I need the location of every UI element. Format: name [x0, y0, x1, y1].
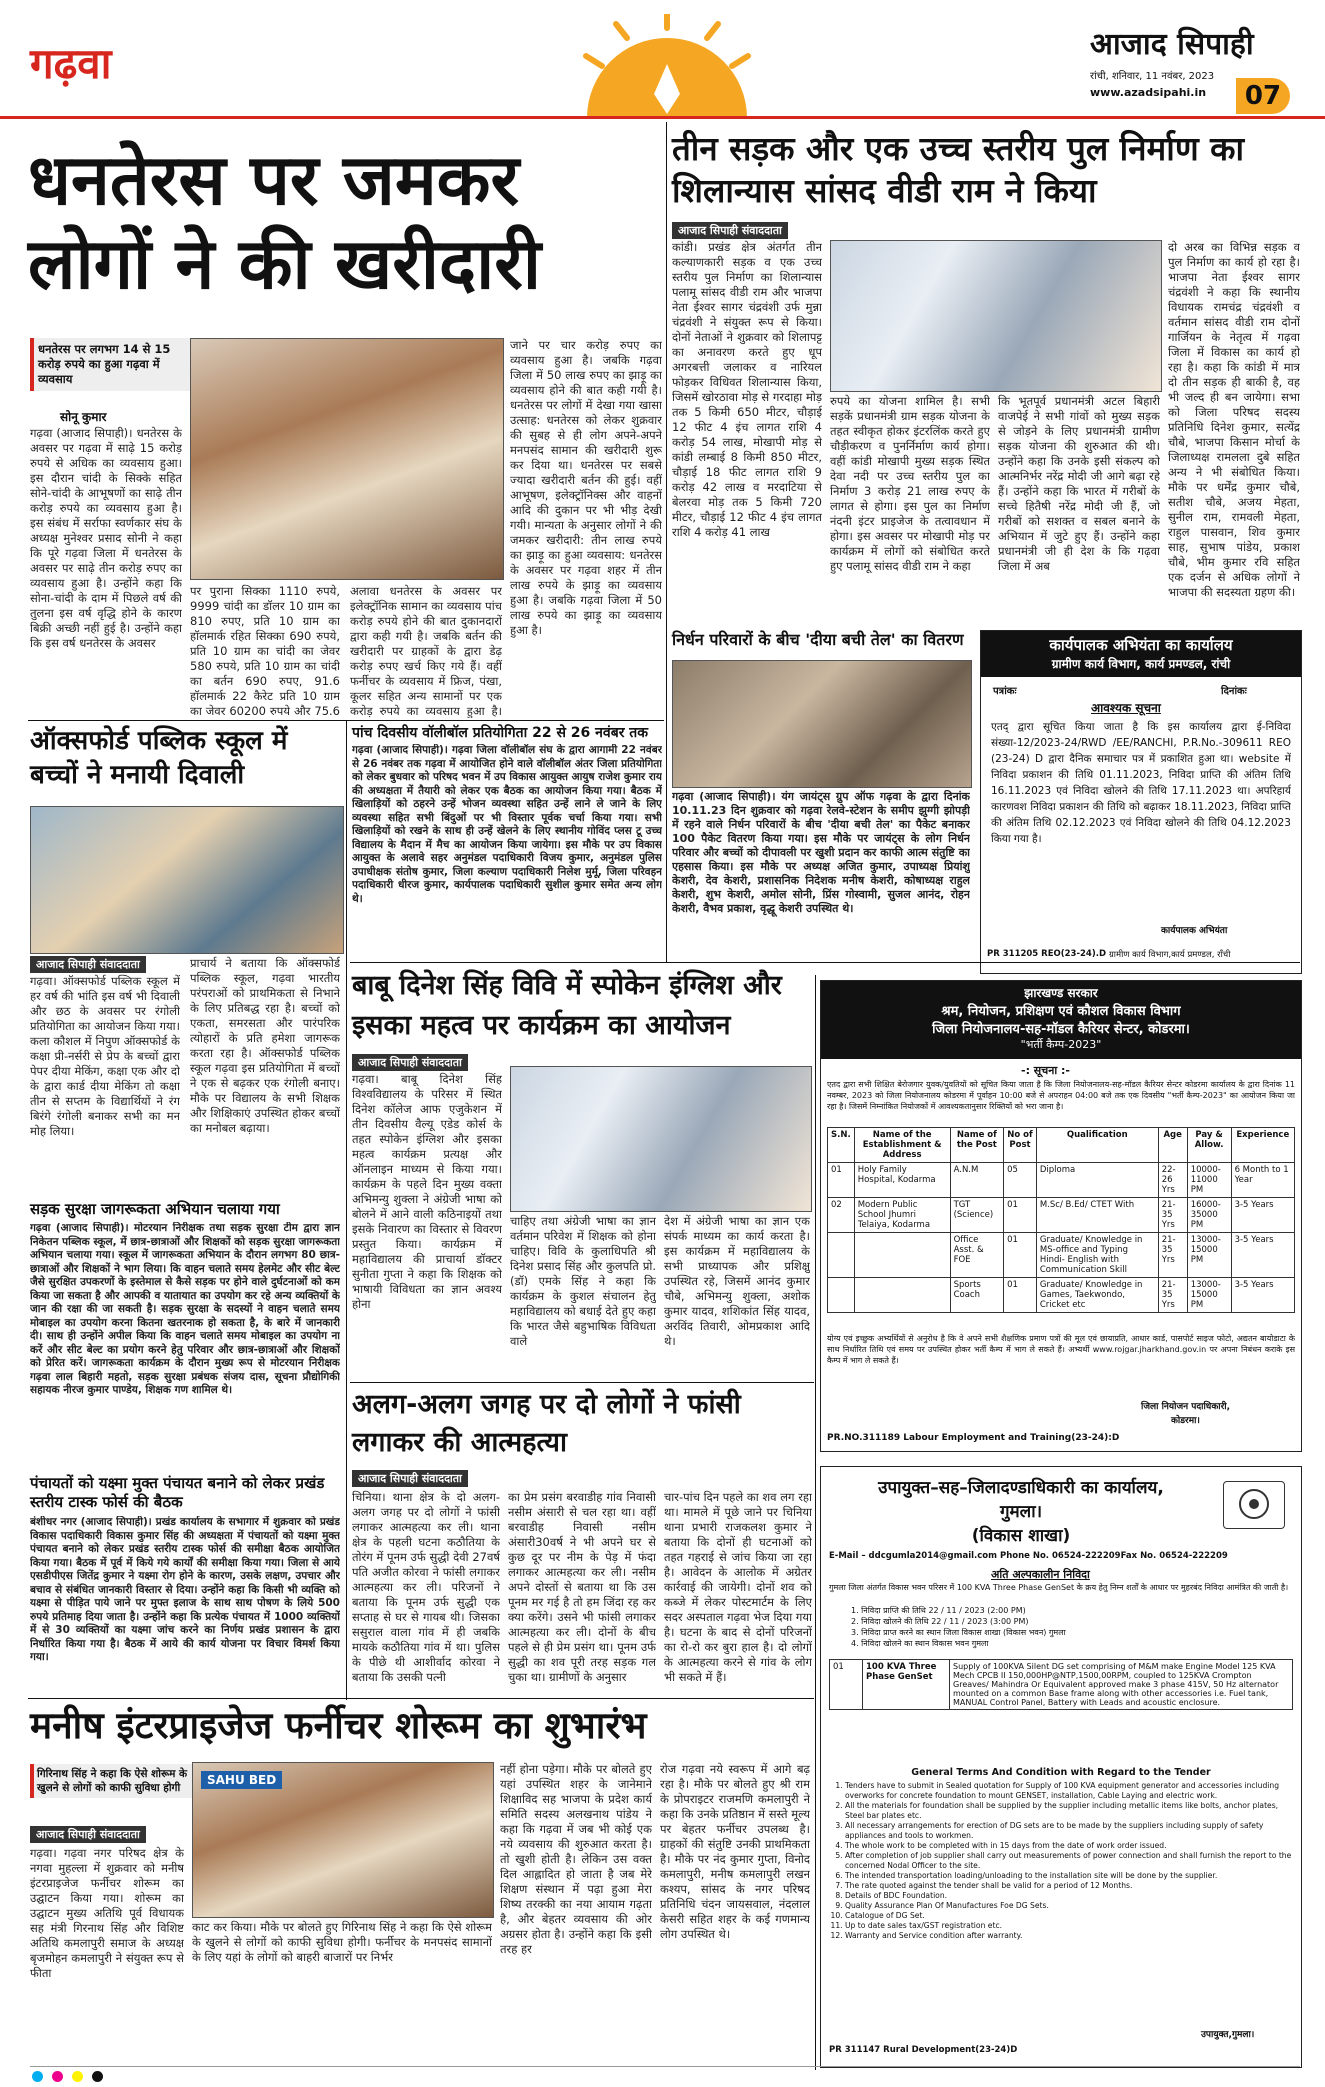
table-cell: Graduate/ Knowledge in Games, Taekwondo, Cricket etc	[1036, 1278, 1158, 1313]
story9-col2: का प्रेम प्रसंग बरवाडीह गांव निवासी नसीम अंसारी से चल रहा था। वहीं बरवाडीह निवासी नसीम अंसारी30वर्ष ने भी अपने घर से कुछ दूर पर नीम के पेड़ में फंदा लगाकर आत्महत्या कर ली। नसीम अपने दोस्तों से बताया था कि उस पूनम मर गई है तो हम जिंदा रह कर क्या करेंगे। उसने भी फांसी लगाकर आत्महत्या कर ली। दोनों के बीच पहले से ही प्रेम प्रसंग था। पूनम उर्फ सुद्धी का शव पूरी तरह सड़क गल चुका था। ग्रामीणों के अनुसार	[508, 1490, 656, 1684]
story3-headline: निर्धन परिवारों के बीच 'दीया बची तेल' का वितरण	[672, 630, 964, 649]
ad2-govt: झारखण्ड सरकार	[1024, 986, 1098, 1000]
rule-right-vertical	[815, 975, 816, 2070]
story2-col2: रुपये का योजना शामिल है। सभी सड़कें प्रधानमंत्री ग्राम सड़क योजना के तहत स्वीकृत होकर इंटरलिंक करते हुए चौड़ीकरण व पुनर्निर्माण कार्य होगा। वहीं कांडी मोखापी मुख्य सड़क स्थित देवा नदी पर उच्च स्तरीय पुल का निर्माण 3 करोड़ 21 लाख रुपए के लागत से होगा। इस पुल का निर्माण नंदनी इंटर प्राइजेज के तत्वावधान में होगा। इस अवसर पर मोखापी मोड़ पर कार्यक्रम में लोगों को संबोधित करते हुए पलामू सांसद वीडी राम ने कहा	[830, 394, 990, 573]
story3-text: गढ़वा (आजाद सिपाही)। यंग जायंट्स ग्रुप ऑफ गढ़वा के द्वारा दिनांक 10.11.23 दिन शुक्रवार को गढ़वा रेलवे-स्टेशन के समीप झुग्गी झोपड़ी में रहने वाले निर्धन परिवारों के बीच 'दीया बची तेल' का पैकेट बनाकर 100 पैकेट वितरण किया गया। इस मौके पर जायंट्स के लोग निर्धन परिवार और बच्चों को दीपावली पर खुशी प्रदान कर काफी आत्म संतुष्टि का एहसास किया। इस मौके पर अध्यक्ष अजित कुमार, उपाध्यक्ष प्रियांशु केशरी, देव केशरी, प्रशासनिक निदेशक मनीष केशरी, कोषाध्यक्ष राहुल केशरी, शुभ केशरी, अमोल सोनी, प्रिंस गोस्वामी, सुजल आनंद, रोहन केशरी, वैभव प्रकाश, वृद्धू केशरी उपस्थित थे।	[672, 790, 970, 915]
ad3-intro: गुमला जिला अंतर्गत विकास भवन परिसर में 100 KVA Three Phase GenSet के क्रय हेतु निम्न शर्तों के आधार पर मुहरबंद निविदा आमंत्रित की जाती है।	[829, 1583, 1289, 1592]
ad2-table-header: Experience	[1231, 1128, 1294, 1163]
ad2-table	[827, 1127, 1295, 1313]
ad1-patrank: पत्रांकः	[993, 686, 1017, 697]
table-cell: TGT (Science)	[950, 1198, 1004, 1233]
table-cell: 6 Month to 1 Year	[1231, 1163, 1294, 1198]
sun-logo	[572, 14, 762, 118]
reg-dot-black	[92, 2071, 103, 2082]
ad3-contact: E-Mail – ddcgumla2014@gmail.com Phone No. 06524-222209Fax No. 06524-222209	[829, 1551, 1228, 1561]
table-cell	[828, 1233, 855, 1278]
story2-col4: दो अरब का विभिन्न सड़क व पुल निर्माण का कार्य हो रहा है। भाजपा नेता ईश्वर सागर चंद्रवंशी ने कहा कि स्थानीय विधायक रामचंद्र चंद्रवंशी व वर्तमान सांसद वीडी राम दोनों गार्जियन के नेतृत्व में गढ़वा जिला में विकास का कार्य हो रहा है। कहा कि कांडी में मात्र दो तीन सड़क ही बाकी है, वह भी जल्द ही बन जायेगा। सभा को जिला परिषद सदस्य प्रतिनिधि दिनेश कुमार, सत्येंद्र चौबे, भाजपा किसान मोर्चा के जिलाध्यक्ष रामलला दुबे सहित अन्य ने भी संबोधित किया। मौके पर धर्मेंद्र कुमार चौबे, सतीश चौबे, अजय मेहता, सुनील राम, रामवली मेहता, राहुल पासवान, शिव कुमार साह, सुभाष पांडेय, प्रकाश चौबे, भीम कुमार रवि सहित एक दर्जन से अधिक लोगों ने भाजपा की सदस्यता ग्रहण की।	[1168, 240, 1300, 599]
ad2-intro: एतद द्वारा सभी शिक्षित बेरोजगार युवक/युवतियों को सूचित किया जाता है कि जिला नियोजनालय-सह-मॉडल कैरियर सेन्टर कोडरमा कार्यालय के द्वारा दिनांक 11 नवम्बर, 2023 को जिला नियोजनालय कोडरमा में पूर्वाहन 10:00 बजे से अपराहन 04:00 बजे तक एक दिवसीय "भर्ती कैम्प-2023" का आयोजन किया जा रहा है। जिसमें निम्नांकित नियोजकों में आवश्यकतानुसार रिक्तियों को भरा जाना है।	[827, 1080, 1295, 1111]
table-row	[828, 1233, 1295, 1278]
table-cell: 22-26 Yrs	[1158, 1163, 1187, 1198]
rule-h1	[28, 720, 664, 721]
ad2-table-header: Name of the Post	[950, 1128, 1004, 1163]
table-cell: 01	[1004, 1278, 1037, 1313]
ad2-table-header: Pay & Allow.	[1187, 1128, 1231, 1163]
ad2-footer: योग्य एवं इच्छुक अभ्यर्थियों से अनुरोध है कि वे अपने सभी शैक्षणिक प्रमाण पत्रों की मूल एवं छायाप्रति, आधार कार्ड, पासपोर्ट साइज फोटो, अद्यतन बायोडाटा के साथ निर्धारित तिथि एवं समय पर उपस्थित होकर भर्ती कैम्प में भाग ले सकते हैं। अभ्यर्थी www.rojgar.jharkhand.gov.in पर अपना निबंधन कराके इस कैम्प में भाग ले सकते हैं।	[827, 1334, 1295, 1365]
ad3-date-row: 4. निविदा खोलने का स्थान विकास भवन गुमला	[851, 1639, 989, 1648]
story4-col2: प्राचार्य ने बताया कि ऑक्सफोर्ड पब्लिक स्कूल, गढ़वा भारतीय परंपराओं को प्राथमिकता से निभाने के लिए प्रतिबद्ध रहा है। बच्चों को एकता, समरसता और पारंपरिक त्योहारों के प्रति हमेशा जागरूक करता रहा है। ऑक्सफोर्ड पब्लिक स्कूल गढ़वा इस प्रतियोगिता में बच्चों ने एक से बढ़कर एक रंगोली बनाए। मौके पर विद्यालय के सभी शिक्षक और शिक्षिकाएं उपस्थित होकर बच्चों का मनोबल बढ़ाया।	[190, 956, 340, 1135]
ad3-tender	[820, 1466, 1302, 2068]
story4-col1: गढ़वा। ऑक्सफोर्ड पब्लिक स्कूल में हर वर्ष की भांति इस वर्ष भी दिवाली और छठ के अवसर पर रंगोली प्रतियोगिता का आयोजन किया गया। कला कौशल में निपुण ऑक्सफोर्ड के कक्षा प्री-नर्सरी से प्रेप के बच्चों द्वारा पेपर दीया मेकिंग, कक्षा एक और दो के द्वारा कार्ड दीया मेकिंग तो कक्षा तीन से सप्तम के विद्यार्थियों ने रंग बिरंगे रंगोली बनाकर सभी का मन मोह लिया।	[30, 974, 180, 1138]
ad3-place: गुमला।	[999, 1502, 1043, 1522]
table-cell: 01	[1004, 1198, 1037, 1233]
rule-h4	[350, 1382, 814, 1383]
table-cell: 05	[1004, 1163, 1037, 1198]
page-number	[1236, 78, 1290, 114]
ad3-dates	[851, 1605, 1271, 1649]
ad2-signer-place: कोडरमा।	[1171, 1416, 1200, 1426]
story9-col3: चार-पांच दिन पहले का शव लग रहा था। मामले में पूछे जाने पर चिनिया थाना प्रभारी राजकलश कुमार ने बताया कि दोनों ही घटनाओं को तहत गहराई से जांच किया जा रहा है। आवेदन के आलोक में अग्रेतर कार्रवाई की जायेगी। दोनों शव को कब्जे में लेकर पोस्टमार्टम के लिए सदर अस्पताल गढ़वा भेज दिया गया है। घटना के बाद से दोनों परिजनों का रो-रो कर बुरा हाल है। दो लोगों के आत्महत्या करने से गांव के लोग भी सकते में हैं।	[664, 1490, 812, 1684]
story9-byline: आजाद सिपाही संवाददाता	[352, 1470, 468, 1487]
story2-byline: आजाद सिपाही संवाददाता	[672, 222, 788, 239]
ad3-term-item: 5. After completion of job supplier shall carry out measurements of power connection and shall furnish the report to the concerned Nodal Officer to the site.	[845, 1851, 1295, 1871]
ad1-signer-office: ग्रामीण कार्य विभाग,कार्य प्रमण्डल, राँची	[1109, 950, 1231, 960]
ad1-dinank: दिनांकः	[1221, 686, 1247, 697]
story1-col3: अलावा धनतेरस के अवसर पर इलेक्ट्रॉनिक सामान का व्यवसाय पांच करोड़ रुपये होने की बात दुकानदारों द्वारा कही गयी है। जबकि बर्तन की खरीदारी पर ग्राहकों के द्वारा डेढ़ करोड़ रुपए खर्च किए गये हैं। वहीं फर्नीचर के व्यवसाय में फ्रिज, पंखा, कूलर सहित अन्य सामानों पर एक करोड़ रुपये का व्यवसाय हुआ है।	[350, 584, 502, 718]
masthead	[0, 0, 1325, 118]
story10-col4: रोज गढ़वा नये स्वरूप में आगे बढ़ रहा है। मौके पर बोलते हुए श्री राम के प्रोपराइटर राजमणि कमलापुरी ने कहा कि उनके प्रतिष्ठान में सस्ते मूल्य पर बेहतर फर्नीचर उपलब्ध है। ग्राहकों की संतुष्टि उनकी प्राथमिकता है। मौके पर नंद कुमार गुप्ता, विनोद कमलापुरी, मनीष कमलापुरी लखन कश्यप, सांसद के नगर परिषद प्रतिनिधि चंदन जायसवाल, नंदलाल केसरी सहित शहर के कई गणमान्य लोग उपस्थित थे।	[660, 1762, 810, 1941]
table-cell: 21-35 Yrs	[1158, 1278, 1187, 1313]
table-cell: A.N.M	[950, 1163, 1004, 1198]
rule-mid-vertical	[666, 122, 667, 962]
ad3-term-item: 7. The rate quoted against the tender shall be valid for a period of 12 Months.	[845, 1881, 1295, 1891]
table-cell: M.Sc/ B.Ed/ CTET With	[1036, 1198, 1158, 1233]
ad3-item-no: 01	[830, 1660, 863, 1710]
ad2-camp: "भर्ती कैम्प-2023"	[1020, 1038, 1102, 1051]
table-row	[828, 1163, 1295, 1198]
ad2-dept: श्रम, नियोजन, प्रशिक्षण एवं कौशल विकास विभाग	[941, 1004, 1181, 1019]
ad3-branch: (विकास शाखा)	[971, 1526, 1071, 1546]
reg-dot-yellow	[72, 2071, 83, 2082]
story2-col3: कि भूतपूर्व प्रधानमंत्री अटल बिहारी वाजपेई ने सभी गांवों को मुख्य सड़क से जोड़ने के लिए प्रधानमंत्री ग्रामीण सड़क योजना की शुरुआत की थी। उन्होंने कहा कि उनके इसी संकल्प को आत्मनिर्भर नरेंद्र मोदी जी आगे बढ़ा रहे हैं। उन्होंने कहा कि भारत में गरीबों के सच्चे हितैषी नरेंद्र मोदी जी हैं, जो गरीबों को सशक्त व सबल बनाने के अभियान में जुटे हुए हैं। उन्होंने कहा प्रधानमंत्री जी ही देश के कि गढ़वा जिला में अब	[998, 394, 1160, 573]
ad1-signer: कार्यपालक अभियंता	[1161, 926, 1228, 936]
story9-col1: चिनिया। थाना क्षेत्र के दो अलग-अलग जगह पर दो लोगों ने फांसी लगाकर आत्महत्या कर ली। थाना क्षेत्र के पहली घटना कठौतिया के तोरंग में पूनम उर्फ सुद्धी देवी 27वर्ष पति अजीत कोरवा ने फांसी लगाकर आत्महत्या कर ली। परिजनों ने बताया कि पूनम उर्फ सुद्धी एक सप्ताह से घर से गायब थी। जिसका ससुराल वाला गांव में ही जबकि मायके कठौतिया गांव में था। पुलिस के पीछे थी आशीर्वाद कोरवा ने बताया कि उसकी पत्नी	[352, 1490, 500, 1684]
story4-photo	[30, 806, 344, 954]
table-cell: 01	[1004, 1233, 1037, 1278]
ad2-signer: जिला नियोजन पदाधिकारी,	[1141, 1402, 1231, 1412]
ad1-tender-notice	[980, 630, 1302, 974]
reg-dot-magenta	[52, 2071, 63, 2082]
story5-text: गढ़वा (आजाद सिपाही)। गढ़वा जिला वॉलीबॉल संघ के द्वारा आगामी 22 नवंबर से 26 नवंबर तक गढ़वा में आयोजित होने वाले वॉलीबॉल अंतर जिला प्रतियोगिता को लेकर बुधवार को परिषद भवन में उप विकास आयुक्त आयुष राजेश कुमार राय की अध्यक्षता में तैयारी को लेकर एक बैठक का आयोजन किया गया। बैठक में खिलाड़ियों को ठहरने उन्हें भोजन व्यवस्था सहित उन्हें लाने ले जाने के लिए व्यवस्था सहित सभी बिंदुओं पर भी विस्तार पूर्वक चर्चा किया गया। सभी खिलाड़ियों को रखने के साथ ही उन्हें खेलने के लिए स्थानीय गोविंद प्लस टू उच्च विद्यालय के मैदान में मैच का आयोजन किया जायेगा। इस मौके पर उप विकास आयुक्त के अलावे सहर अनुमंडल पदाधिकारी विजय कुमार, अनुमंडल पुलिस उपाधीक्षक संतोष कुमार, जिला कल्याण पदाधिकारी निलेश मुर्मू, जिला परिवहन पदाधिकारी धीरज कुमार, कार्यपालक पदाधिकारी सुशील कुमार समेत अन्य लोग थे।	[352, 744, 662, 905]
ad2-table-header: Age	[1158, 1128, 1187, 1163]
story1-col2: पर पुराना सिक्का 1110 रुपये, 9999 चांदी का डॉलर 10 ग्राम का 810 रुपए, प्रति 10 ग्राम का हॉलमार्क रहित सिक्का 690 रुपये, प्रति 10 ग्राम का चांदी का जेवर 580 रुपये, प्रति 10 ग्राम का चांदी का बर्तन 690 रुपए, 91.6 हॉलमार्क 22 कैरेट प्रति 10 ग्राम का जेवर 60200 रुपये और 75.6	[190, 584, 340, 718]
ad3-date-row: 3. निविदा प्राप्त करने का स्थान जिला विकास शाखा (विकास भवन) गुमला	[851, 1628, 1066, 1637]
table-cell: 3-5 Years	[1231, 1278, 1294, 1313]
story10-headline: मनीष इंटरप्राइजेज फर्नीचर शोरूम का शुभारंभ	[30, 1704, 647, 1747]
story4-headline: ऑक्सफोर्ड पब्लिक स्कूल में बच्चों ने मनायी दिवाली	[30, 726, 288, 790]
story6-col3: देश में अंग्रेजी भाषा का ज्ञान एक संपर्क माध्यम का कार्य करता है। इस कार्यक्रम में महाविद्यालय के सभी प्राध्यापक और प्रशिक्षु उपस्थित रहे, जिसमें आनंद कुमार चौबे, अभिमन्यु शुक्ला, अशोक कुमार यादव, शशिकांत सिंह यादव, अरविंद तिवारी, ओमप्रकाश आदि थे।	[664, 1214, 810, 1348]
ad1-pr: PR 311205 REO(23-24).D	[987, 949, 1106, 959]
ad2-table-header: S.N.	[828, 1128, 855, 1163]
table-cell: 16000-35000 PM	[1187, 1198, 1231, 1233]
ad3-term-item: 12. Warranty and Service condition after warranty.	[845, 1931, 1295, 1941]
ad2-table-header: No of Post	[1004, 1128, 1037, 1163]
ad3-terms-title: General Terms And Condition with Regard to the Tender	[911, 1767, 1211, 1778]
story7-text: गढ़वा (आजाद सिपाही)। मोटरयान निरीक्षक तथा सड़क सुरक्षा टीम द्वारा ज्ञान निकेतन पब्लिक स्कूल, में छात्र-छात्राओं और शिक्षकों को सड़क सुरक्षा जागरूकता अभियान चलाया गया। स्कूल में जागरूकता अभियान के दौरान लगभग 80 छात्र-छात्राओं और शिक्षकों ने भाग लिया। कि वाहन चलाते समय हेलमेट और सीट बेल्ट जैसे सुरक्षित उपकरणों के इस्तेमाल से कैसे सड़क पर होने वाले दुर्घटनाओं को कम किया जा सकता है और आपकी व यातायात का उपयोग कर रहे अन्य व्यक्तियों के जान की रक्षा की जा सकती है। सड़क सुरक्षा के सदस्यों ने वाहन चलाते समय मोबाइल का उपयोग करना कितना खतरनाक हो सकता है, के बारे में जानकारी दी। साथ ही उन्होंने अपील किया कि वाहन चलाते समय मोबाइल का उपयोग ना करें और सीट बेल्ट का प्रयोग करने हेतु परिवार और छात्र-छात्राओं और शिक्षकों को प्रेरित करें। जागरूकता कार्यक्रम के दौरान मुख्य रूप से मोटरयान निरीक्षक गढ़वा लाल बिहारी महतो, सड़क सुरक्षा प्रबंधक संजय दास, सूचना प्रौद्योगिकी सहायक नीरज कुमार पाण्डेय, शिक्षक गण शामिल थे।	[30, 1222, 340, 1396]
story6-headline: बाबू दिनेश सिंह विवि में स्पोकेन इंग्लिश और इसका महत्व पर कार्यक्रम का आयोजन	[352, 970, 782, 1041]
rule-h2	[28, 1698, 814, 1699]
ad3-date-row: 1. निविदा प्राप्ति की तिथि 22 / 11 / 2023 (2:00 PM)	[851, 1606, 1026, 1615]
story10-col3: नहीं होना पड़ेगा। मौके पर बोलते हुए यहां उपस्थित शहर के जानेमाने शिक्षाविद सह भाजपा के प्रदेश कार्य समिति सदस्य अलखनाथ पांडेय ने कहा कि गढ़वा में जब भी कोई एक नये व्यवसाय की शुरुआत करता है। तो खुशी होती है। लेकिन उस वक्त दिल आह्लादित हो जाता है जब मेरे शिक्षण संस्थान में पढ़ा हुआ मेरा शिष्य तरक्की का नया आयाम गढ़ता है, और बेहतर व्यवसाय की ओर अग्रसर होता है। उन्होंने कहा कि इसी तरह हर	[500, 1762, 652, 1956]
ad1-body: एतद् द्वारा सूचित किया जाता है कि इस कार्यालय द्वारा ई-निविदा संख्या-12/2023-24/RWD /EE/RANCHI, P.R.No.-309611 REO (23-24) D द्वारा दैनिक समाचार पत्र में प्रकाशित हुआ था। website में निविदा प्रकाशन की तिथि 01.11.2023, निविदा प्राप्ति की अंतिम तिथि 16.11.2023 एवं निविदा खोलने की तिथि 17.11.2023 था। अपरिहार्य कारणवश निविदा प्रकाशन की तिथि को बढ़ाकर 18.11.2023, निविदा प्राप्ति की अंतिम तिथि 02.12.2023 एवं निविदा खोलने की तिथि 04.12.2023 किया गया है।	[991, 721, 1291, 845]
ad3-office: उपायुक्त–सह–जिलादण्डाधिकारी का कार्यालय,	[878, 1478, 1164, 1498]
footer-color-bar	[30, 2066, 1300, 2081]
table-cell: Modern Public School Jhumri Telaiya, Kodarma	[854, 1198, 950, 1233]
story3-photo	[672, 660, 972, 788]
table-cell: 3-5 Years	[1231, 1233, 1294, 1278]
ad3-term-item: 2. All the materials for foundation shall be supplied by the supplier including metallic items like bolts, anchor plates, Steel bar plates etc.	[845, 1801, 1295, 1821]
story1-headline: धनतेरस पर जमकर लोगों ने की खरीदारी	[28, 139, 542, 305]
story6-col1: गढ़वा। बाबू दिनेश सिंह विश्वविद्यालय के परिसर में स्थित दिनेश कॉलेज आफ एजुकेशन में तीन दिवसीय वैल्यू एडेड कोर्स के तहत स्पोकेन इंग्लिश और इसका महत्व कार्यक्रम प्रत्यक्ष और ऑनलाइन माध्यम से किया गया। कार्यक्रम के पहले दिन मुख्य वक्ता अभिमन्यु शुक्ला ने अंग्रेजी भाषा को बोलने में आने वाली कठिनाइयों तथा इसके निवारण का विस्तार से विवरण प्रस्तुत किया। कार्यक्रम में महाविद्यालय की प्राचार्या डॉक्टर सुनीता गुप्ता ने कहा कि शिक्षक को भाषायी विविधता का ज्ञान अवश्य होना	[352, 1072, 502, 1311]
ad3-terms	[827, 1781, 1295, 1941]
story10-caption: गिरिनाथ सिंह ने कहा कि ऐसे शोरूम के खुलने से लोगों को काफी सुविधा होगी	[30, 1764, 196, 1798]
ad1-office: कार्यपालक अभियंता का कार्यालय	[1049, 636, 1233, 654]
story5-headline: पांच दिवसीय वॉलीबॉल प्रतियोगिता 22 से 26 नवंबर तक	[352, 725, 649, 741]
story10-col2: काट कर किया। मौके पर बोलते हुए गिरिनाथ सिंह ने कहा कि ऐसे शोरूम के खुलने से लोगों को काफी सुविधा होगी। फर्नीचर के मनपसंद सामानों के लिए यहां के लोगों को बाहरी बाजारों पर निर्भर	[192, 1920, 492, 1964]
section-title: गढ़वा	[30, 39, 112, 88]
ad3-item-name: 100 KVA Three Phase GenSet	[863, 1660, 950, 1710]
table-cell: 01	[828, 1163, 855, 1198]
table-cell	[854, 1233, 950, 1278]
ad3-term-item: 6. The intended transportation loading/unloading to the installation site will be done by the supplier.	[845, 1871, 1295, 1881]
story2-photo	[830, 240, 1162, 392]
ad3-pr: PR 311147 Rural Development(23-24)D	[829, 2045, 1018, 2055]
story7-headline: सड़क सुरक्षा जागरूकता अभियान चलाया गया	[30, 1200, 280, 1218]
ad1-dept: ग्रामीण कार्य विभाग, कार्य प्रमण्डल, रांची	[1051, 657, 1231, 671]
story1-byline: सोनू कुमार	[60, 410, 107, 424]
rule-left-vertical	[346, 720, 347, 1700]
table-cell: Diploma	[1036, 1163, 1158, 1198]
ad2-recruitment	[820, 980, 1302, 1452]
table-cell: 3-5 Years	[1231, 1198, 1294, 1233]
ad3-signer: उपायुक्त,गुमला।	[1201, 2030, 1255, 2040]
table-cell: Holy Family Hospital, Kodarma	[854, 1163, 950, 1198]
ad3-term-item: 11. Up to date sales tax/GST registration etc.	[845, 1921, 1295, 1931]
story1-col4: जाने पर चार करोड़ रुपए का व्यवसाय हुआ है। जबकि गढ़वा जिला में 50 लाख रुपए का झाड़ू का व्यवसाय होने की बात कही गयी है। धनतेरस पर लोगों में देखा गया खासा उत्साह: धनतेरस को लेकर शुक्रवार की सुबह से ही लोग अपने-अपने मनपसंद सामान की खरीदारी शुरू कर दिया था। धनतेरस पर सबसे ज्यादा खरीदारी बर्तन की हुई। वहीं आभूषण, इलेक्ट्रॉनिक्स और वाहनों आदि की दुकान पर भी भीड़ देखी गयी। मान्यता के अनुसार लोगों ने की जमकर खरीदारी: तीन लाख रुपये का झाड़ू का हुआ व्यवसाय: धनतेरस के अवसर पर गढ़वा शहर में तीन लाख रुपये के झाड़ू का व्यवसाय हुआ है। जबकि गढ़वा जिला में 50 लाख रुपये का झाड़ू का व्यवसाय हुआ है।	[510, 338, 662, 637]
ad3-term-item: 9. Quality Assurance Plan Of Manufactures Foe DG Sets.	[845, 1901, 1295, 1911]
table-row	[828, 1198, 1295, 1233]
table-cell: Graduate/ Knowledge in MS-office and Typing Hindi- English with Communication Skill	[1036, 1233, 1158, 1278]
story6-byline: आजाद सिपाही संवाददाता	[352, 1054, 468, 1071]
table-cell: 21-35 Yrs	[1158, 1198, 1187, 1233]
photo-signboard: SAHU BED	[201, 1771, 282, 1789]
ad3-title: अति अल्पकालीन निविदा	[991, 1568, 1090, 1581]
ad3-term-item: 3. All necessary arrangements for erection of DG sets are to be made by the suppliers including supply of safety appliances and tools to workmen.	[845, 1821, 1295, 1841]
table-cell	[854, 1278, 950, 1313]
story2-col1: कांडी। प्रखंड क्षेत्र अंतर्गत तीन कल्याणकारी सड़क व एक उच्च स्तरीय पुल निर्माण का शिलान्यास पलामू सांसद वीडी राम और भाजपा नेता ईश्वर सागर चंद्रवंशी उर्फ मुन्ना चंद्रवंशी ने संयुक्त रूप से किया। दोनों नेताओं ने शुक्रवार को शिलापट्ट का अनावरण करते हुए धूप अगरबत्ती जलाकर व नारियल फोड़कर विधिवत शिलान्यास किया, जिसमें खोरठावा मोड़ से गरदाहा मोड़ तक 5 किमी 650 मीटर, चौड़ाई 12 फीट 4 इंच लागत राशि 4 करोड़ 54 लाख, मोखापी मोड़ से कांडी लम्बाई 8 किमी 850 मीटर, चौड़ाई 18 फीट लागत राशि 9 करोड़ 42 लाख व मरदाटिया से बेलरवा मोड़ तक 5 किमी 720 मीटर, चौड़ाई 12 फीट 4 इंच लागत राशि 4 करोड़ 41 लाख	[672, 240, 822, 539]
story8-headline: पंचायतों को यक्ष्मा मुक्त पंचायत बनाने को लेकर प्रखंड स्तरीय टास्क फोर्स की बैठक	[30, 1474, 325, 1511]
ad3-item-desc: Supply of 100KVA Silent DG set comprising of M&M make Engine Model 125 KVA Mech CPCB II 150,000HP@NTP,1500,00RPM, coupled to 125KVA Crompton Greaves/ Mahindra Or Equivalent approved make 3 phase 415V, 50 Hz alternator mounted on a common Base frame along with other accessories i.e. Fuel tank, MANUAL Control Panel, Battery with Leads and acoustic enclosure.	[950, 1660, 1293, 1710]
website: www.azadsipahi.in	[1090, 86, 1207, 99]
story10-photo	[192, 1762, 494, 1918]
ad3-date-row: 2. निविदा खोलने की तिथि 22 / 11 / 2023 (3:00 PM)	[851, 1617, 1029, 1626]
ad3-item-table	[829, 1659, 1293, 1710]
ad2-office: जिला नियोजनालय-सह-मॉडल कैरियर सेन्टर, कोडरमा।	[932, 1022, 1190, 1037]
ad1-header	[981, 631, 1301, 677]
table-row	[828, 1278, 1295, 1313]
story1-photo	[190, 338, 504, 580]
story9-headline: अलग-अलग जगह पर दो लोगों ने फांसी लगाकर की आत्महत्या	[352, 1389, 741, 1458]
story1-col1: गढ़वा (आजाद सिपाही)। धनतेरस के अवसर पर गढ़वा में साढ़े 15 करोड़ रुपये से अधिक का व्यवसाय हुआ। इस दौरान चांदी के सिक्के सहित सोने-चांदी के आभूषणों का साढ़े तीन करोड़ रुपये का व्यवसाय हुआ है। इस संबंध में सर्राफा स्वर्णकार संघ के अध्यक्ष मुनेश्वर प्रसाद सोनी ने कहा कि पूरे गढ़वा जिला में धनतेरस के अवसर पर साढ़े तीन करोड़ रुपए का व्यवसाय हुआ है। उन्होंने कहा कि सोना-चांदी के दाम में पिछले वर्ष की तुलना इस वर्ष वृद्धि होने के कारण बिक्री अच्छी नहीं हुई है। उन्होंने कहा कि इस वर्ष धनतेरस के अवसर	[30, 426, 182, 650]
rule-h3	[350, 962, 1300, 963]
story10-col1: गढ़वा। गढ़वा नगर परिषद क्षेत्र के नगवा मुहल्ला में शुक्रवार को मनीष इंटरप्राइजेज फर्नीचर शोरूम का उद्घाटन किया गया। शोरूम का उद्घाटन मुख्य अतिथि पूर्व विधायक सह मंत्री गिरनाथ सिंह और विशिष्ट अतिथि कमलापुरी समाज के अध्यक्ष बृजमोहन कमलापुरी ने संयुक्त रूप से फीता	[30, 1846, 184, 1980]
ad2-table-header: Name of the Establishment & Address	[854, 1128, 950, 1163]
table-cell: 13000-15000 PM	[1187, 1278, 1231, 1313]
ad3-item	[829, 1659, 1293, 1710]
page-number-label: 07	[1244, 81, 1282, 111]
ad3-term-item: 1. Tenders have to submit in Sealed quotation for Supply of 100 KVA equipment generator and accessories including overworks for concrete foundation to mount GENSET, installation, Cable Laying and electric work.	[845, 1781, 1295, 1801]
ad2-notice: -: सूचना :-	[1021, 1064, 1070, 1077]
ad3-term-item: 8. Details of BDC Foundation.	[845, 1891, 1295, 1901]
ad2-pr: PR.NO.311189 Labour Employment and Training(23-24):D	[827, 1433, 1120, 1443]
masthead-rule	[0, 116, 1325, 119]
ad3-term-item: 10. Catalogue of DG Set.	[845, 1911, 1295, 1921]
story6-photo	[510, 1066, 812, 1212]
ad1-title: आवश्यक सूचना	[1091, 701, 1161, 715]
ad2-table-header: Qualification	[1036, 1128, 1158, 1163]
ad2-table-wrap	[827, 1127, 1295, 1313]
reg-dot-cyan	[32, 2071, 43, 2082]
paper-name: आजाद सिपाही	[1090, 27, 1254, 62]
table-cell: 13000-15000 PM	[1187, 1233, 1231, 1278]
table-cell: Office Asst. & FOE	[950, 1233, 1004, 1278]
table-cell: 02	[828, 1198, 855, 1233]
table-cell	[828, 1278, 855, 1313]
story4-byline: आजाद सिपाही संवाददाता	[30, 956, 146, 973]
story1-caption: धनतेरस पर लगभग 14 से 15 करोड़ रुपये का हुआ गढ़वा में व्यवसाय	[30, 338, 192, 391]
table-cell: 10000-11000 PM	[1187, 1163, 1231, 1198]
story6-col2: चाहिए तथा अंग्रेजी भाषा का ज्ञान वर्तमान परिवेश में शिक्षक को होना चाहिए। विवि के कुलाधिपति श्री दिनेश प्रसाद सिंह और कुलपति प्रो.(डॉ) एमके सिंह ने कहा कि कार्यक्रम के कुशल संचालन हेतु महाविद्यालय को बधाई देते हुए कहा कि भारत जैसे बहुभाषिक विविधता वाले	[510, 1214, 656, 1348]
ad2-header	[821, 981, 1301, 1059]
story8-text: बंशीधर नगर (आजाद सिपाही)। प्रखंड कार्यालय के सभागार में शुक्रवार को प्रखंड विकास पदाधिकारी विकास कुमार सिंह की अध्यक्षता में पंचायतों को यक्ष्मा मुक्त पंचायत बनाने को लेकर प्रखंड स्तरीय टास्क फोर्स की समीक्षा बैठक आयोजित किया गया। बैठक में पूर्व में किये गये कार्यों की समीक्षा किया गया। जिला से आये एसडीपीएस जितेंद्र कुमार ने यक्ष्मा रोग होने के कारण, उसके लक्षण, उपचार और बचाव से संबंधित जानकारी विस्तार से दिया। उन्होंने कहा कि किसी भी व्यक्ति को यक्ष्मा से पीड़ित पाये जाने पर मुफ्त इलाज के साथ साथ पोषण के लिये 500 रुपये प्रतिमाह दिया जाता है। उन्होंने कहा कि प्रत्येक पंचायत में 1000 व्यक्तियों में से 30 व्यक्तियों का यक्ष्मा जांच करने का निर्णय प्रखंड प्रशासन के द्वारा निर्धारित किया गया है। बैठक में आये की कार्य योजना पर विचार विमर्श किया गया।	[30, 1516, 340, 1663]
table-cell: 21-35 Yrs	[1158, 1233, 1187, 1278]
dateline: रांची, शनिवार, 11 नवंबर, 2023	[1090, 71, 1215, 82]
ad3-term-item: 4. The whole work to be completed with in 15 days from the date of work order issued.	[845, 1841, 1295, 1851]
story2-headline: तीन सड़क और एक उच्च स्तरीय पुल निर्माण का शिलान्यास सांसद वीडी राम ने किया	[672, 129, 1245, 210]
story10-byline: आजाद सिपाही संवाददाता	[30, 1826, 146, 1843]
table-cell: Sports Coach	[950, 1278, 1004, 1313]
emblem-icon	[1223, 1481, 1285, 1529]
